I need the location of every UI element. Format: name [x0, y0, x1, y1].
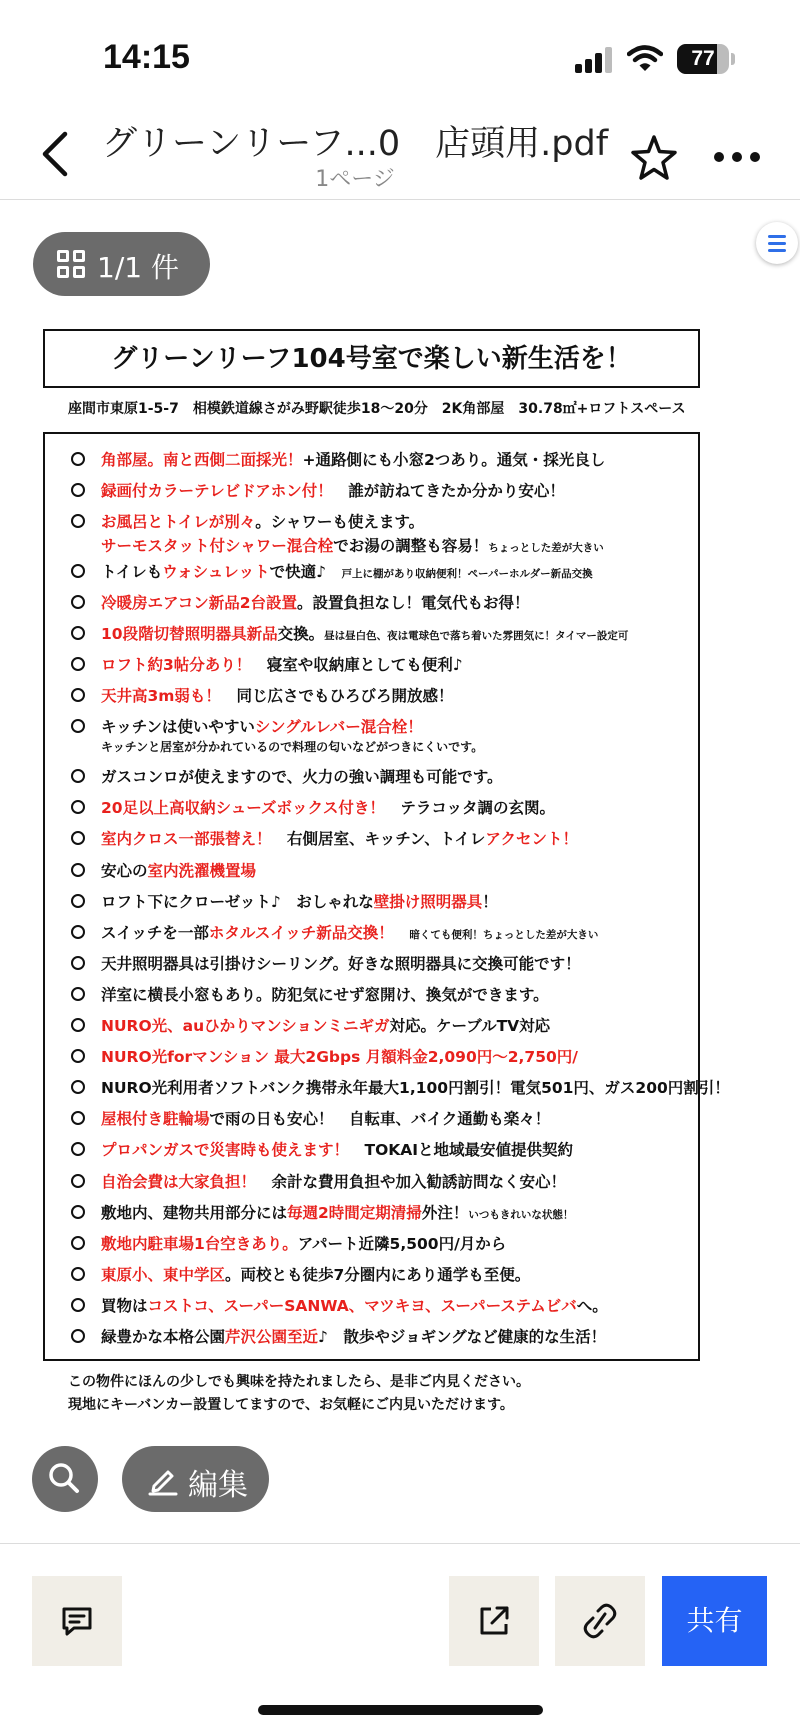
highlight-text: 10段階切替照明器具新品: [101, 625, 278, 644]
highlight-text: 自治会費は大家負担！: [101, 1172, 257, 1191]
feature-text: NURO光利用者ソフトバンク携帯永年最大1,100円割引！電気501円、ガス200円割引！: [101, 1079, 730, 1098]
feature-line: [101, 591, 530, 613]
edit-button[interactable]: [122, 1446, 269, 1512]
feature-line: [101, 1263, 530, 1285]
feature-text: で快適♪: [269, 562, 342, 581]
bullet-circle-icon: [71, 657, 85, 671]
feature-text: ロフト下にクローゼット♪ おしゃれな: [101, 892, 374, 911]
feature-line: [101, 921, 598, 943]
highlight-text: 20足以上高収納シューズボックス付き！: [101, 799, 385, 818]
feature-text: 買物は: [101, 1296, 148, 1315]
status-bar: [0, 0, 800, 110]
highlight-text: NURO光forマンション 最大2Gbps 月額料金2,090円〜2,750円/: [101, 1048, 578, 1067]
feature-text: 緑豊かな本格公園: [101, 1328, 226, 1347]
footer-line: 現地にキーバンカー設置してますので、お気軽にご内見いただけます。: [68, 1397, 514, 1413]
bullet-circle-icon: [71, 483, 85, 497]
feature-text: アパート近隣5,500円/月から: [297, 1234, 507, 1253]
page-counter-button[interactable]: [33, 232, 210, 296]
highlight-text: 東原小、東中学区: [101, 1265, 226, 1284]
bullet-circle-icon: [71, 719, 85, 733]
feature-line: [101, 1170, 566, 1192]
feature-line: [101, 890, 498, 912]
grid-icon: [57, 250, 87, 280]
feature-line: [101, 1045, 578, 1067]
flyer-footer: [68, 1371, 530, 1417]
pdf-page: [40, 325, 730, 1415]
bullet-circle-icon: [71, 987, 85, 1001]
feature-text: 寝室や収納庫としても便利♪: [251, 656, 463, 675]
cellular-signal-icon: [575, 47, 615, 73]
feature-list: [43, 432, 730, 1361]
feature-text: スイッチを一部: [101, 923, 209, 942]
feature-line: [101, 952, 581, 974]
feature-line: [101, 765, 502, 787]
search-button[interactable]: [32, 1446, 98, 1512]
bullet-circle-icon: [71, 1329, 85, 1343]
nav-bar: [0, 110, 800, 200]
feature-line: [101, 622, 628, 644]
bullet-circle-icon: [71, 688, 85, 702]
highlight-text: ホタルスイッチ新品交換！: [208, 923, 394, 942]
feature-text: 対応。ケーブルTV対応: [389, 1017, 551, 1036]
feature-text: ちょっとした差が大きい: [488, 542, 604, 555]
bullet-circle-icon: [71, 626, 85, 640]
highlight-text: アクセント！: [485, 830, 578, 849]
feature-line: [101, 1138, 573, 1160]
feature-line: [101, 448, 605, 470]
pencil-icon: [146, 1462, 180, 1496]
bullet-circle-icon: [71, 800, 85, 814]
document-title: グリーンリーフ...0 店頭用.pdf: [101, 124, 609, 164]
bullet-circle-icon: [71, 1298, 85, 1312]
edit-button-label: 編集: [188, 1468, 248, 1503]
feature-text: テラコッタ調の玄関。: [384, 799, 556, 818]
page-counter-label: 1/1 件: [97, 251, 179, 284]
bullet-circle-icon: [71, 1049, 85, 1063]
footer-line: この物件にほんの少しでも興味を持たれましたら、是非ご内見ください。: [68, 1374, 530, 1390]
feature-text: 安心の: [101, 861, 148, 880]
feature-line: [101, 1107, 550, 1129]
highlight-text: 角部屋。南と西側二面採光！: [101, 451, 303, 469]
highlight-text: シングルレバー混合栓！: [254, 718, 423, 737]
highlight-text: サーモスタット付シャワー混合栓: [101, 537, 334, 556]
feature-text: 昼は昼白色、夜は電球色で落ち着いた雰囲気に！タイマー設定可: [324, 630, 629, 643]
status-time: 14:15: [103, 38, 190, 76]
link-icon: [582, 1603, 618, 1639]
feature-line: [101, 560, 593, 582]
more-options-button[interactable]: [712, 140, 762, 170]
feature-line: [101, 1014, 550, 1036]
wifi-icon: [627, 44, 663, 74]
flyer-address: 座間市東原1-5-7 相模鉄道線さがみ野駅徒歩18〜20分 2K角部屋 30.78㎡+ロフトスペース: [68, 401, 686, 417]
feature-line: [101, 1294, 608, 1316]
comment-icon: [59, 1603, 95, 1639]
bullet-circle-icon: [71, 595, 85, 609]
bullet-circle-icon: [71, 1174, 85, 1188]
feature-text: でお湯の調整も容易！: [333, 537, 489, 556]
feature-text: 。シャワーも使えます。: [255, 513, 425, 532]
feature-line: [101, 715, 423, 737]
back-button[interactable]: [30, 124, 80, 184]
highlight-text: 毎週2時間定期清掃: [287, 1203, 422, 1222]
bottom-toolbar: [0, 1543, 800, 1735]
feature-line: [101, 1076, 730, 1098]
bullet-circle-icon: [71, 1018, 85, 1032]
bullet-circle-icon: [71, 564, 85, 578]
feature-text: へ。: [576, 1296, 608, 1315]
feature-text: 外注！: [421, 1203, 469, 1222]
feature-line: [101, 796, 555, 818]
outline-list-icon[interactable]: [756, 222, 798, 264]
feature-text: 。設置負担なし！電気代もお得！: [297, 594, 530, 613]
feature-text: 敷地内、建物共用部分には: [101, 1203, 288, 1222]
highlight-text: ロフト約3帖分あり！: [101, 656, 252, 675]
bullet-circle-icon: [71, 452, 85, 466]
highlight-text: 芹沢公園至近: [225, 1328, 319, 1347]
bullet-circle-icon: [71, 831, 85, 845]
bullet-circle-icon: [71, 1236, 85, 1250]
feature-line: [101, 479, 565, 501]
feature-line: [101, 684, 453, 706]
feature-line: [101, 859, 256, 881]
highlight-text: NURO光、auひかりマンションミニギガ: [101, 1017, 390, 1036]
highlight-text: ウォシュレット: [162, 562, 270, 581]
feature-text: 洋室に横長小窓もあり。防犯気にせず窓開け、換気ができます。: [101, 985, 549, 1004]
feature-text: 余計な費用負担や加入勧誘訪問なく安心！: [256, 1172, 567, 1191]
feature-text: ♪ 散歩やジョギングなど健康的な生活！: [318, 1328, 607, 1347]
feature-text: 同じ広さでもひろびろ開放感！: [220, 687, 454, 706]
page-count: 1ページ: [315, 167, 395, 192]
highlight-text: 敷地内駐車場1台空きあり。: [101, 1234, 298, 1253]
feature-line: [101, 983, 549, 1005]
bullet-circle-icon: [71, 1080, 85, 1094]
highlight-text: コストコ、スーパーSANWA、マツキヨ、スーパーステムビバ: [147, 1296, 577, 1315]
bullet-circle-icon: [71, 863, 85, 877]
feature-subtext: キッチンと居室が分かれているので料理の匂いなどがつきにくいです。: [101, 740, 484, 755]
feature-text: 右側居室、キッチン、トイレ: [271, 830, 486, 849]
feature-text: 誰が訪ねてきたか分かり安心！: [332, 482, 565, 501]
bullet-circle-icon: [71, 1267, 85, 1281]
feature-text: で雨の日も安心！ 自転車、バイク通勤も楽々！: [209, 1110, 551, 1129]
copy-link-button[interactable]: [555, 1576, 645, 1666]
feature-text: トイレも: [101, 562, 163, 581]
bullet-circle-icon: [71, 514, 85, 528]
highlight-text: 室内洗濯機置場: [147, 861, 257, 880]
battery-level: 77: [691, 47, 715, 70]
highlight-text: 冷暖房エアコン新品2台設置: [101, 594, 298, 613]
favorite-star-icon[interactable]: [628, 132, 680, 184]
feature-text: +通路側にも小窓2つあり。通気・採光良し: [302, 451, 606, 469]
bullet-circle-icon: [71, 1142, 85, 1156]
feature-text: ！: [482, 892, 498, 911]
bullet-circle-icon: [71, 925, 85, 939]
home-indicator: [258, 1705, 543, 1715]
battery-icon: [677, 44, 729, 74]
share-button[interactable]: 共有: [662, 1576, 767, 1666]
feature-line: [101, 510, 424, 532]
feature-text: 天井照明器具は引掛けシーリング。好きな照明器具に交換可能です！: [101, 954, 581, 973]
comment-button[interactable]: [32, 1576, 122, 1666]
bullet-circle-icon: [71, 769, 85, 783]
bullet-circle-icon: [71, 1205, 85, 1219]
feature-text: [394, 924, 410, 942]
feature-line: [101, 827, 578, 849]
feature-line: [101, 1232, 506, 1254]
feature-text: ガスコンロが使えますので、火力の強い調理も可能です。: [101, 768, 503, 787]
open-external-button[interactable]: [449, 1576, 539, 1666]
feature-text: 戸上に棚があり収納便利！ペーパーホルダー新品交換: [341, 567, 593, 580]
highlight-text: プロパンガスで災害時も使えます！: [101, 1141, 350, 1160]
bullet-circle-icon: [71, 1111, 85, 1125]
feature-text: TOKAIと地域最安値提供契約: [349, 1141, 574, 1160]
feature-line: [101, 1325, 606, 1347]
highlight-text: 屋根付き駐輪場: [101, 1110, 210, 1129]
feature-text: キッチンは使いやすい: [101, 718, 255, 737]
feature-line: [101, 653, 463, 675]
highlight-text: 録画付カラーテレビドアホン付！: [101, 482, 333, 501]
open-external-icon: [476, 1603, 512, 1639]
feature-text: 。両校とも徒歩7分圏内にあり通学も至便。: [225, 1265, 531, 1284]
feature-text: 交換。: [277, 625, 325, 644]
bullet-circle-icon: [71, 894, 85, 908]
feature-line: [101, 1201, 573, 1223]
feature-line: [101, 534, 604, 556]
highlight-text: 室内クロス一部張替え！: [101, 830, 272, 849]
highlight-text: 天井高3m弱も！: [101, 687, 221, 706]
highlight-text: 壁掛け照明器具: [373, 892, 483, 911]
feature-text: いつもきれいな状態！: [468, 1208, 574, 1221]
bullet-circle-icon: [71, 956, 85, 970]
feature-text: 暗くても便利！ちょっとした差が大きい: [409, 928, 599, 941]
flyer-title: グリーンリーフ104号室で楽しい新生活を！: [43, 329, 700, 388]
highlight-text: お風呂とトイレが別々: [101, 513, 256, 532]
